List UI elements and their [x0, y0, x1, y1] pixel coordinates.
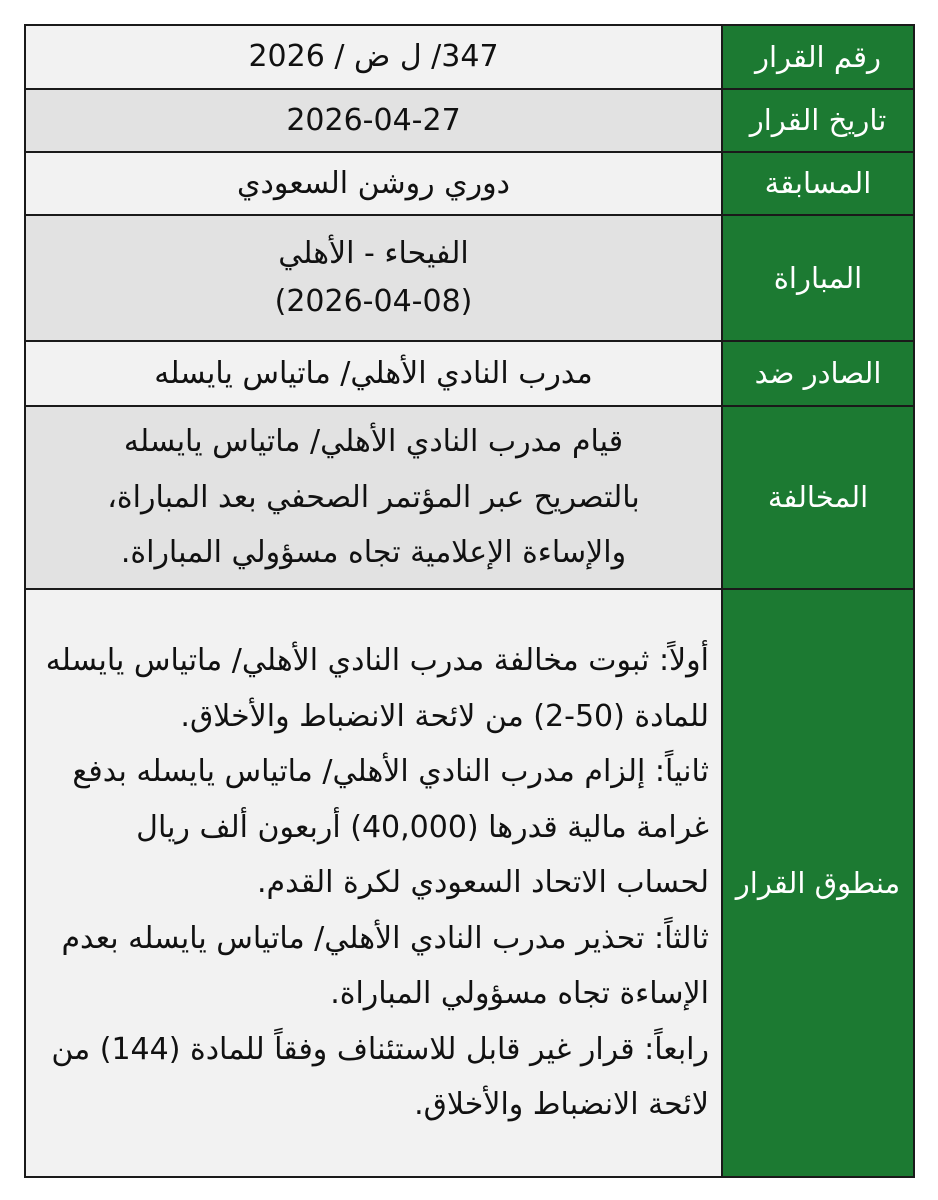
match-value [25, 215, 722, 341]
decision-date-label: تاريخ القرار [722, 89, 914, 152]
match-date-text: (2026-04-08) [274, 284, 473, 319]
ruling-item-3: ثالثاً: تحذير مدرب النادي الأهلي/ ماتياس يايسله بعدم الإساءة تجاه مسؤولي المباراة. [61, 920, 709, 1012]
competition-row [25, 152, 914, 215]
decision-date-value [25, 89, 722, 152]
decision-number-text: 347/ ل ض / 2026 [248, 39, 499, 74]
decision-number-label: رقم القرار [722, 25, 914, 89]
violation-row [25, 406, 914, 589]
ruling-label: منطوق القرار [722, 589, 914, 1177]
violation-label: المخالفة [722, 406, 914, 589]
decision-number-value [25, 25, 722, 89]
decision-table [24, 24, 915, 1178]
ruling-item-4: رابعاً: قرار غير قابل للاستئناف وفقاً للمادة (144) من لائحة الانضباط والأخلاق. [51, 1031, 709, 1123]
match-row [25, 215, 914, 341]
issued-against-row [25, 341, 914, 406]
decision-date-text: 2026-04-27 [286, 102, 461, 138]
competition-value: دوري روشن السعودي [25, 152, 722, 215]
ruling-item-2: ثانياً: إلزام مدرب النادي الأهلي/ ماتياس يايسله بدفع غرامة مالية قدرها (40,000) أربعون ألف ريال لحساب الاتحاد السعودي لكرة القدم. [72, 754, 709, 901]
ruling-row [25, 589, 914, 1177]
decision-date-row [25, 89, 914, 152]
issued-against-value: مدرب النادي الأهلي/ ماتياس يايسله [25, 341, 722, 406]
match-label: المباراة [722, 215, 914, 341]
match-date [38, 278, 709, 326]
match-teams: الفيحاء - الأهلي [278, 236, 469, 271]
violation-value: قيام مدرب النادي الأهلي/ ماتياس يايسله بالتصريح عبر المؤتمر الصحفي بعد المباراة، والإساءة الإعلامية تجاه مسؤولي المباراة. [25, 406, 722, 589]
competition-label: المسابقة [722, 152, 914, 215]
ruling-value [25, 589, 722, 1177]
ruling-item-1: أولاً: ثبوت مخالفة مدرب النادي الأهلي/ ماتياس يايسله للمادة (50-2) من لائحة الانضباط والأخلاق. [45, 643, 709, 734]
decision-number-row [25, 25, 914, 89]
issued-against-label: الصادر ضد [722, 341, 914, 406]
